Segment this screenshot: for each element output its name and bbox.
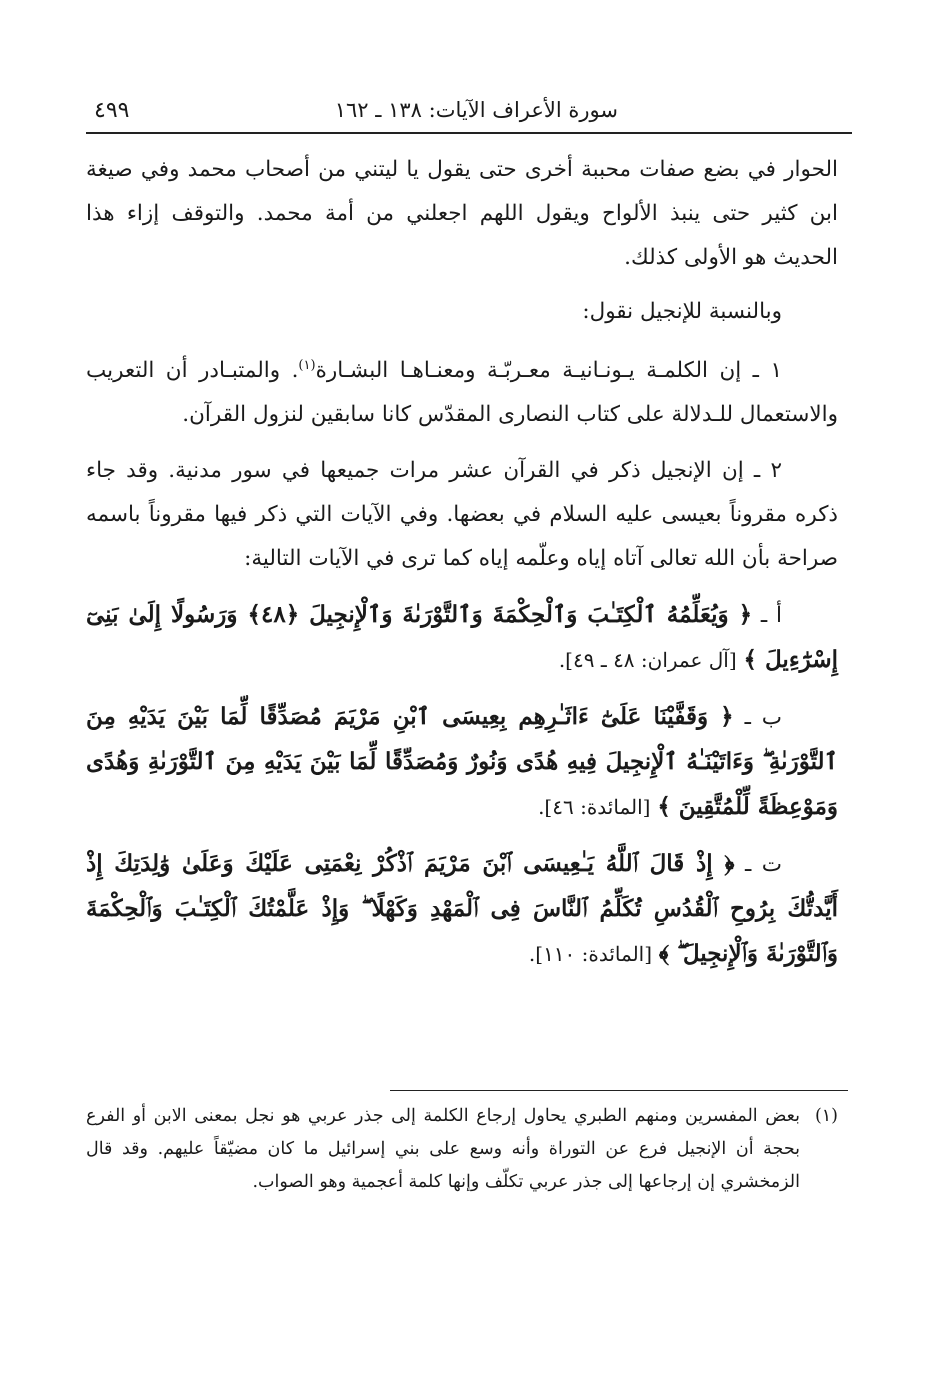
paragraph-injil-intro: وبالنسبة للإنجيل نقول: — [582, 299, 782, 324]
point-1-end: . والمتبـادر أن التعريب والاستعمال للـدلالة على كتاب النصارى المقدّس كانا سابقين لنزول القرآن. — [86, 358, 838, 428]
running-title: سورة الأعراف الآيات: ١٣٨ ـ ١٦٢ — [334, 98, 618, 122]
verse-a-label: أ ـ — [760, 603, 782, 629]
verse-b-quran-text: ﴿ وَقَفَّيْنَا عَلَىٰٓ ءَاثَـٰرِهِم بِعِيسَى ٱبْنِ مَرْيَمَ مُصَدِّقًا لِّمَا بَيْنَ يَدَيْهِ مِنَ ٱلتَّوْرَىٰةِ ۖ وَءَاتَيْنَـٰهُ ٱلْإِنجِيلَ فِيهِ هُدًى وَنُورٌ وَمُصَدِّقًا لِّمَا بَيْنَ يَدَيْهِ مِنَ ٱلتَّوْرَىٰةِ وَهُدًى وَمَوْعِظَةً لِّلْمُتَّقِينَ ﴾ — [86, 703, 838, 821]
verse-b — [86, 695, 838, 830]
verse-a-quran-text: ﴿ وَيُعَلِّمُهُ ٱلْكِتَـٰبَ وَٱلْحِكْمَةَ وَٱلتَّوْرَىٰةَ وَٱلْإِنجِيلَ ﴿٤٨﴾ وَرَسُولًا إِلَىٰ بَنِىٓ إِسْرَٰٓءِيلَ ﴾ — [86, 601, 838, 674]
verse-c-quran-text: ﴿ إِذْ قَالَ ٱللَّهُ يَـٰعِيسَى ٱبْنَ مَرْيَمَ ٱذْكُرْ نِعْمَتِى عَلَيْكَ وَعَلَىٰ وَٰلِدَتِكَ إِذْ أَيَّدتُّكَ بِرُوحِ ٱلْقُدُسِ تُكَلِّمُ ٱلنَّاسَ فِى ٱلْمَهْدِ وَكَهْلًا ۖ وَإِذْ عَلَّمْتُكَ ٱلْكِتَـٰبَ وَٱلْحِكْمَةَ وَٱلتَّوْرَىٰةَ وَٱلْإِنجِيلَ ۖ ﴾ — [86, 850, 838, 968]
paragraph-point-1 — [86, 344, 838, 437]
main-text — [86, 148, 838, 977]
paragraph-point-2: ٢ ـ إن الإنجيل ذكر في القرآن عشر مرات جميعها في سور مدنية. وقد جاء ذكره مقروناً بعيسى عليه السلام في بعضها. وفي الآيات التي ذكر فيها مقروناً باسمه صراحة بأن الله تعالى آتاه إياه وعلّمه إياه كما ترى في الآيات التالية: — [86, 458, 838, 572]
footnote-text: بعض المفسرين ومنهم الطبري يحاول إرجاع الكلمة إلى جذر عربي هو نجل بمعنى الابن أو الفرع بحجة أن الإنجيل فرع عن التوراة وأنه وسع على بني إسرائيل ما كان مضيّقاً عليهم. وقد قال الزمخشري إن إرجاعها إلى جذر عربي تكلّف وإنها كلمة أعجمية وهو الصواب. — [86, 1106, 800, 1192]
verse-a-reference: [آل عمران: ٤٨ ـ ٤٩]. — [558, 648, 737, 673]
footnote-separator — [390, 1090, 848, 1091]
verse-c-label: ت ـ — [744, 852, 783, 878]
verse-a — [86, 593, 838, 683]
page-header — [88, 92, 850, 132]
footnote-reference: (١) — [298, 358, 316, 373]
footnote — [86, 1100, 838, 1199]
header-rule — [86, 132, 852, 134]
page-number: ٤٩٩ — [94, 98, 130, 123]
paragraph-hadith-discussion: الحوار في بضع صفات محببة أخرى حتى يقول يا ليتني من أصحاب محمد وفي صيغة ابن كثير حتى ينبذ الألواح ويقول اللهم اجعلني من أمة محمد. والتوقف إزاء هذا الحديث هو الأولى كذلك. — [86, 157, 838, 270]
verse-b-label: ب ـ — [744, 705, 783, 731]
verse-c — [86, 842, 838, 977]
footnote-marker: (١) — [814, 1106, 838, 1126]
verse-b-reference: [المائدة: ٤٦]. — [538, 795, 651, 820]
verse-c-reference: [المائدة: ١١٠]. — [528, 942, 653, 967]
point-1-start: ١ ـ إن الكلمـة يـونـانيـة معـربّـة ومعنـاهـا البشـارة — [315, 358, 782, 384]
